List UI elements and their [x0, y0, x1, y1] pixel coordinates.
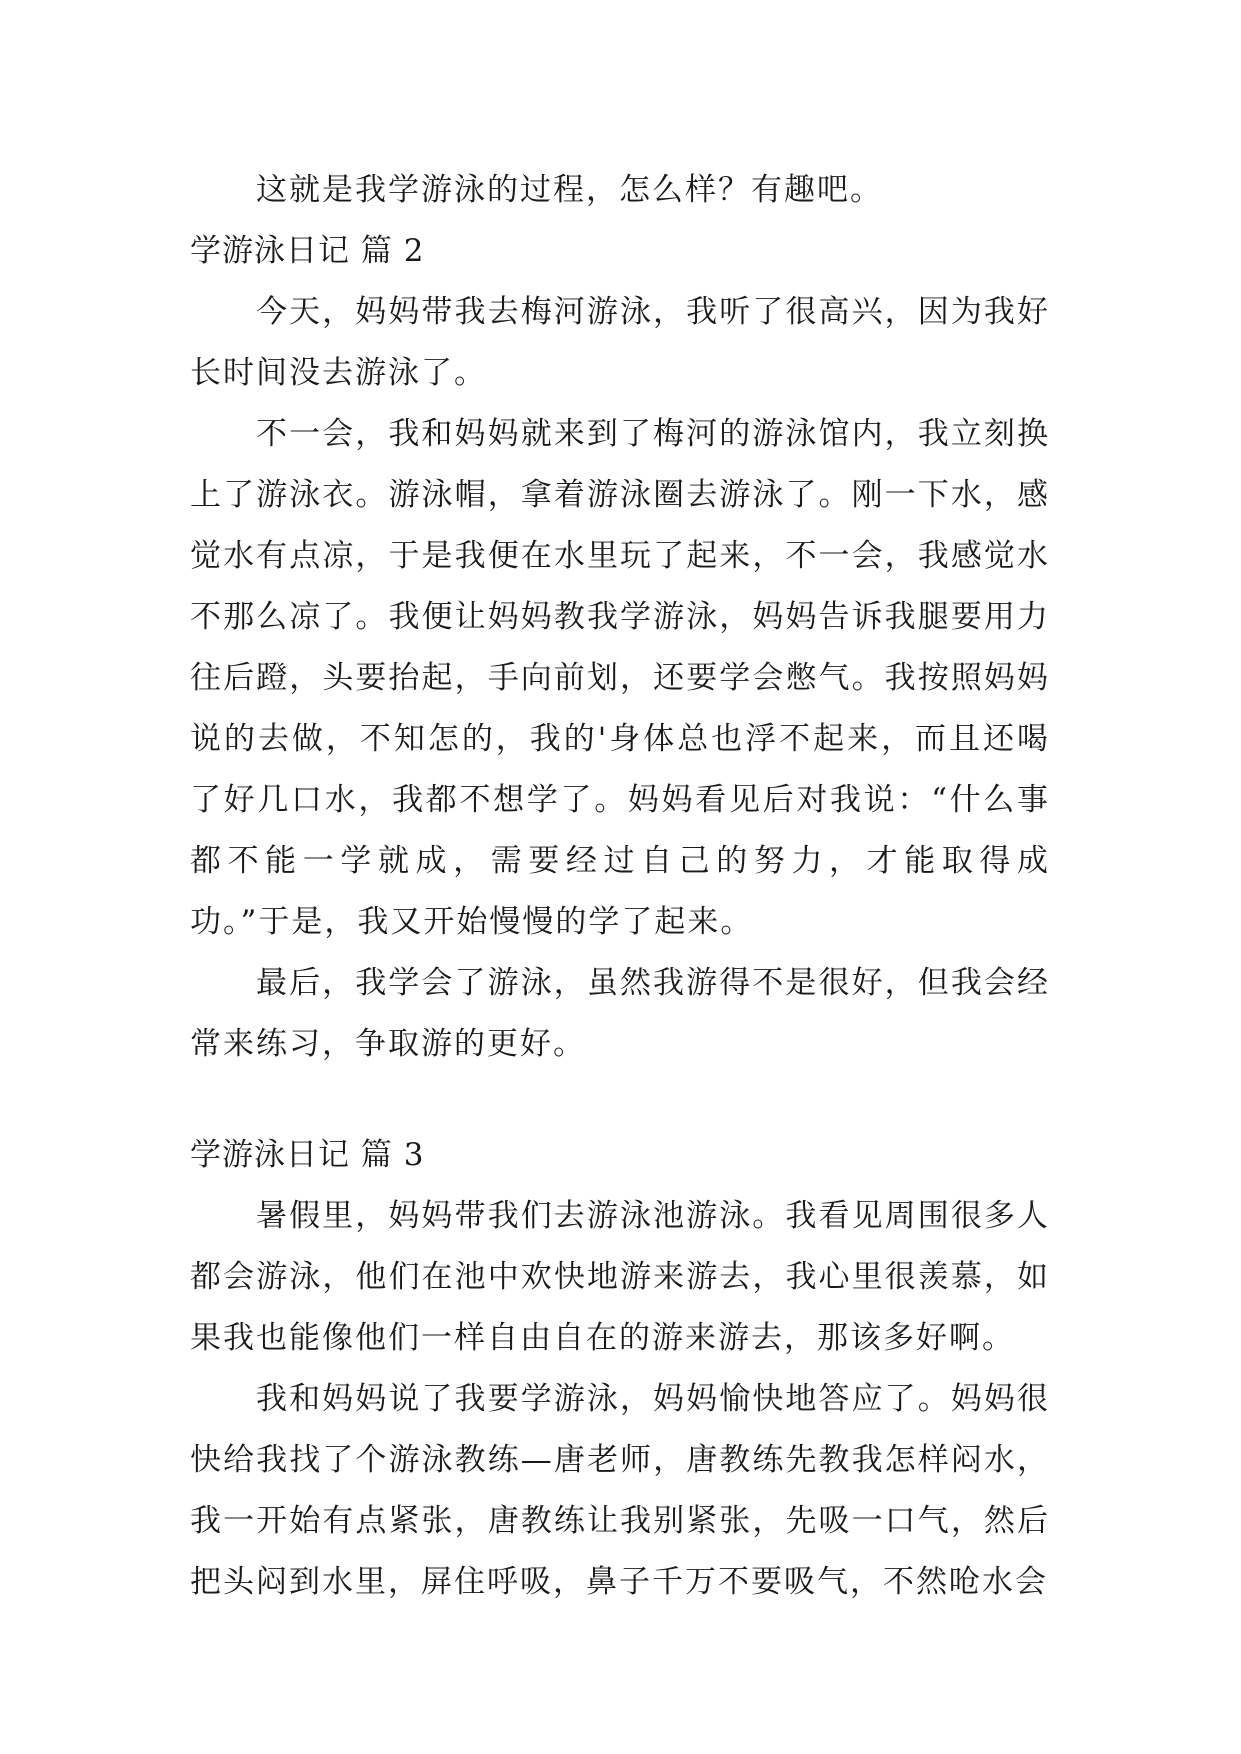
section-2-paragraph-1: 今天，妈妈带我去梅河游泳，我听了很高兴，因为我好长时间没去游泳了。: [190, 294, 1050, 391]
section-3-paragraph-1: 暑假里，妈妈带我们去游泳池游泳。我看见周围很多人都会游泳，他们在池中欢快地游来游去，我心里很羡慕，如果我也能像他们一样自由自在的游来游去，那该多好啊。: [190, 1198, 1050, 1356]
document-body: [190, 160, 1050, 1613]
section-2-paragraph-3: 最后，我学会了游泳，虽然我游得不是很好，但我会经常来练习，争取游的更好。: [190, 965, 1050, 1062]
section-3-paragraph-2: 我和妈妈说了我要学游泳，妈妈愉快地答应了。妈妈很快给我找了个游泳教练—唐老师，唐教练先教我怎样闷水，我一开始有点紧张，唐教练让我别紧张，先吸一口气，然后把头闷到水里，屏住呼吸，鼻子千万不要吸气，不然呛水会: [190, 1381, 1050, 1600]
section-spacer: [190, 1075, 1050, 1125]
section-2-paragraph-2: 不一会，我和妈妈就来到了梅河的游泳馆内，我立刻换上了游泳衣。游泳帽，拿着游泳圈去游泳了。刚一下水，感觉水有点凉，于是我便在水里玩了起来，不一会，我感觉水不那么凉了。我便让妈妈教我学游泳，妈妈告诉我腿要用力往后蹬，头要抬起，手向前划，还要学会憋气。我按照妈妈说的去做，不知怎的，我的'身体总也浮不起来，而且还喝了好几口水，我都不想学了。妈妈看见后对我说：“什么事都不能一学就成，需要经过自己的努力，才能取得成功。”于是，我又开始慢慢的学了起来。: [190, 416, 1050, 940]
section-3-heading: 学游泳日记 篇 3: [190, 1137, 425, 1173]
intro-paragraph: 这就是我学游泳的过程，怎么样？有趣吧。: [256, 172, 883, 208]
section-2-heading: 学游泳日记 篇 2: [190, 233, 425, 269]
